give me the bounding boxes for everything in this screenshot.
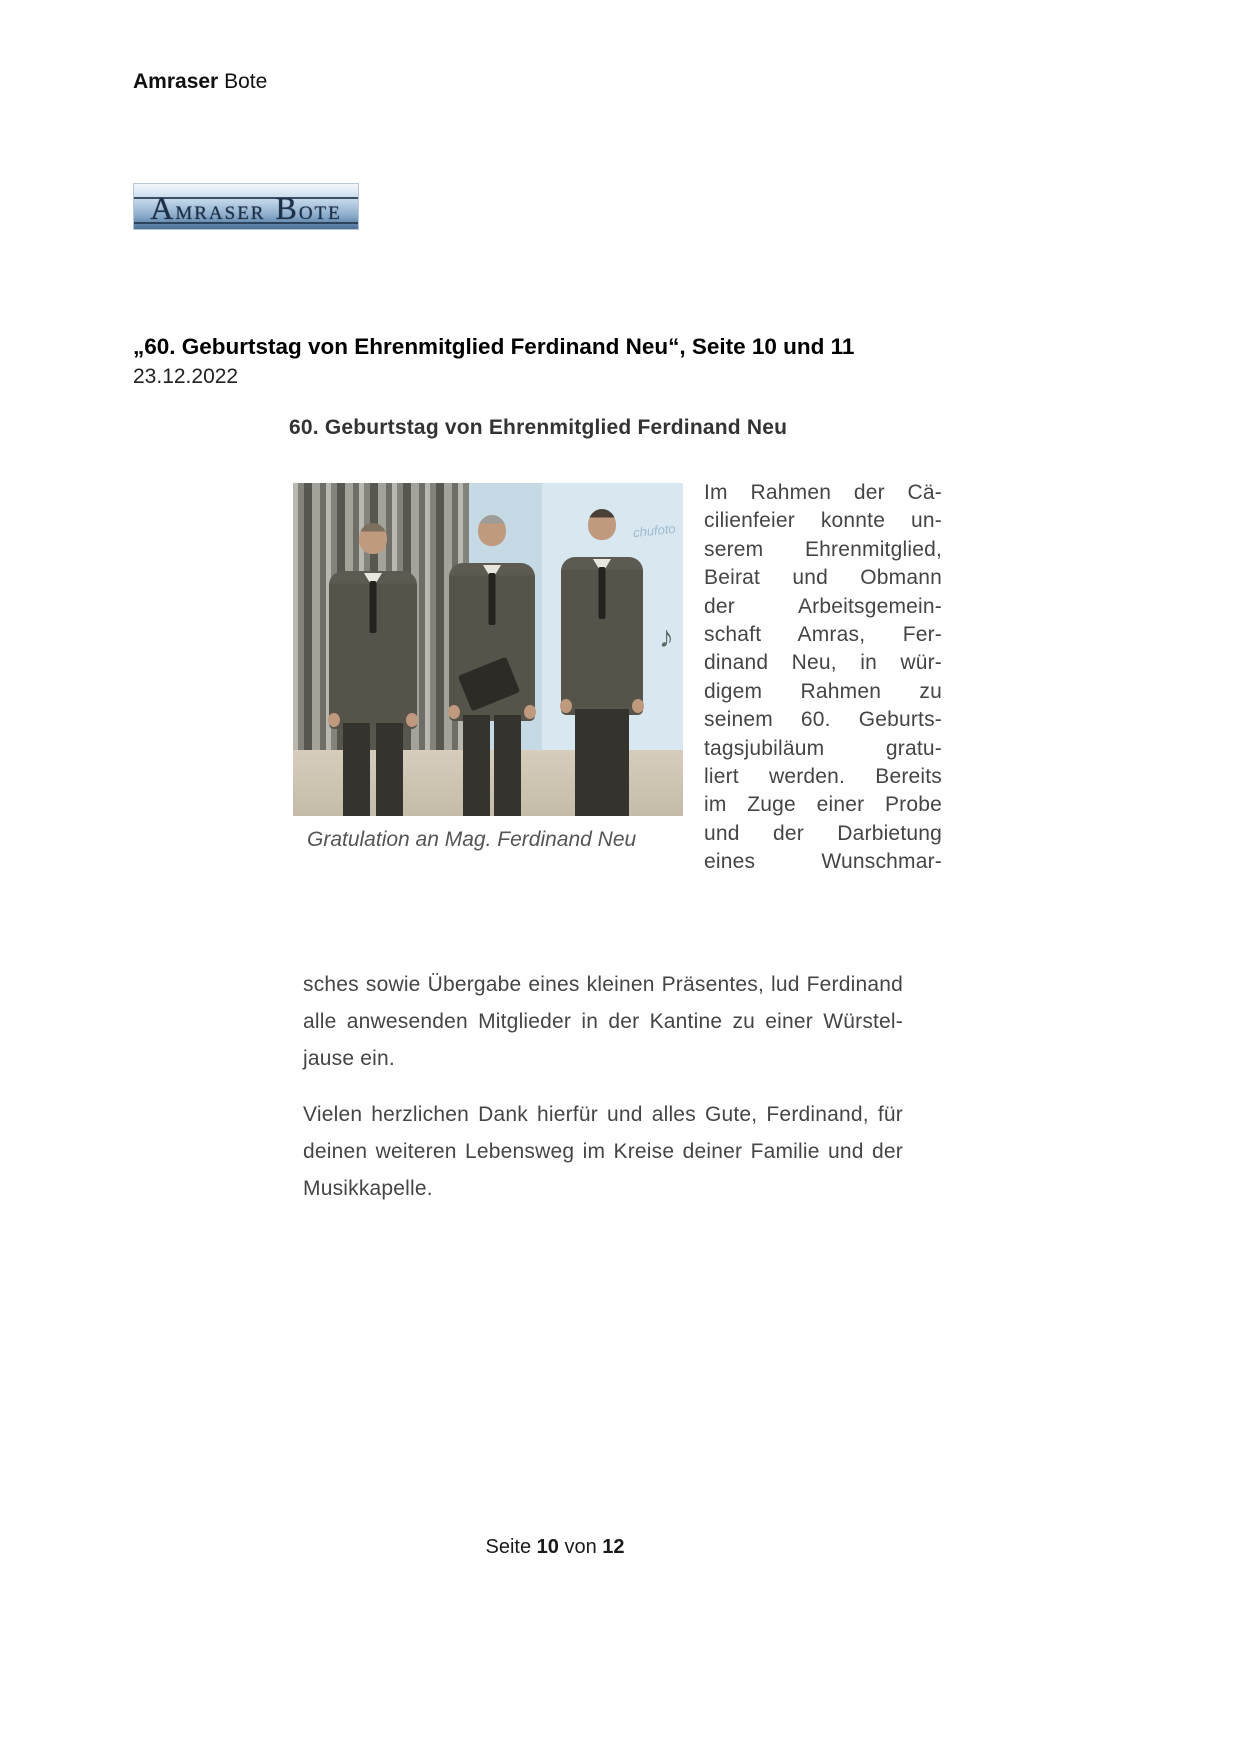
person-right-leg bbox=[575, 709, 602, 816]
logo-word-bote: BOTE bbox=[275, 190, 342, 226]
person-left-leg bbox=[376, 723, 403, 816]
text-line: Vielen herzlichen Dank hierfür und alles Gute, Ferdinand, für bbox=[303, 1103, 903, 1126]
footer-total-pages: 12 bbox=[602, 1536, 625, 1558]
page-title: „60. Geburtstag von Ehrenmitglied Ferdinand Neu“, Seite 10 und 11 bbox=[133, 334, 855, 359]
header-brand-bold: Amraser bbox=[133, 70, 219, 93]
article-paragraph-2 bbox=[303, 1096, 903, 1207]
header-brand-regular: Bote bbox=[224, 70, 268, 93]
person-center-leg bbox=[494, 715, 521, 816]
text-line: dinand Neu, in wür- bbox=[704, 651, 942, 675]
text-line: liert werden. Bereits bbox=[704, 765, 942, 789]
text-line: im Zuge einer Probe bbox=[704, 793, 942, 817]
photo-caption: Gratulation an Mag. Ferdinand Neu bbox=[307, 828, 637, 851]
article-title: 60. Geburtstag von Ehrenmitglied Ferdinand Neu bbox=[289, 416, 788, 439]
article-photo bbox=[293, 483, 683, 816]
text-line: alle anwesenden Mitglieder in der Kantine zu einer Würstel- bbox=[303, 1010, 903, 1033]
person-right-tie bbox=[599, 567, 606, 619]
text-line: digem Rahmen zu bbox=[704, 679, 942, 703]
person-right-head bbox=[588, 509, 616, 540]
text-line: Beirat und Obmann bbox=[704, 566, 942, 590]
person-center-leg bbox=[463, 715, 490, 816]
text-line: eines Wunschmar- bbox=[704, 850, 942, 874]
person-left-hand bbox=[406, 713, 418, 727]
person-center bbox=[449, 515, 535, 816]
text-line: Musikkapelle. bbox=[303, 1177, 433, 1200]
footer-prefix: Seite bbox=[485, 1536, 532, 1558]
person-right bbox=[561, 509, 643, 816]
music-note-icon: ♪ bbox=[659, 621, 674, 654]
person-center-hand bbox=[448, 705, 460, 719]
text-line: jause ein. bbox=[303, 1047, 395, 1070]
publication-date: 23.12.2022 bbox=[133, 365, 239, 388]
person-right-hand bbox=[560, 699, 572, 713]
text-line: deinen weiteren Lebensweg im Kreise deiner Familie und der bbox=[303, 1140, 903, 1163]
person-right-leg bbox=[602, 709, 629, 816]
person-center-tie bbox=[489, 573, 496, 625]
text-line: und der Darbietung bbox=[704, 821, 942, 845]
article-column-text bbox=[704, 479, 942, 877]
photo-watermark: chufoto bbox=[632, 520, 677, 541]
person-left bbox=[329, 523, 417, 816]
person-left-leg bbox=[343, 723, 370, 816]
person-center-head bbox=[478, 515, 506, 546]
text-line: cilienfeier konnte un- bbox=[704, 509, 942, 533]
text-line: seinem 60. Geburts- bbox=[704, 708, 942, 732]
footer-separator: von bbox=[564, 1536, 597, 1558]
person-right-hand bbox=[632, 699, 644, 713]
text-line: Im Rahmen der Cä- bbox=[704, 481, 942, 504]
person-left-tie bbox=[370, 581, 377, 633]
person-center-hand bbox=[524, 705, 536, 719]
text-line: der Arbeitsgemein- bbox=[704, 594, 942, 618]
text-line: tagsjubiläum gratu- bbox=[704, 736, 942, 760]
person-left-hand bbox=[328, 713, 340, 727]
text-line: schaft Amras, Fer- bbox=[704, 623, 942, 647]
text-line: sches sowie Übergabe eines kleinen Präsentes, lud Ferdinand bbox=[303, 973, 903, 996]
page-footer bbox=[420, 1536, 690, 1559]
text-line: serem Ehrenmitglied, bbox=[704, 537, 942, 561]
footer-page-number: 10 bbox=[536, 1536, 559, 1558]
person-left-head bbox=[359, 523, 387, 554]
article-paragraph-1 bbox=[303, 966, 903, 1077]
logo-word-amraser: AMRASER bbox=[150, 190, 266, 226]
